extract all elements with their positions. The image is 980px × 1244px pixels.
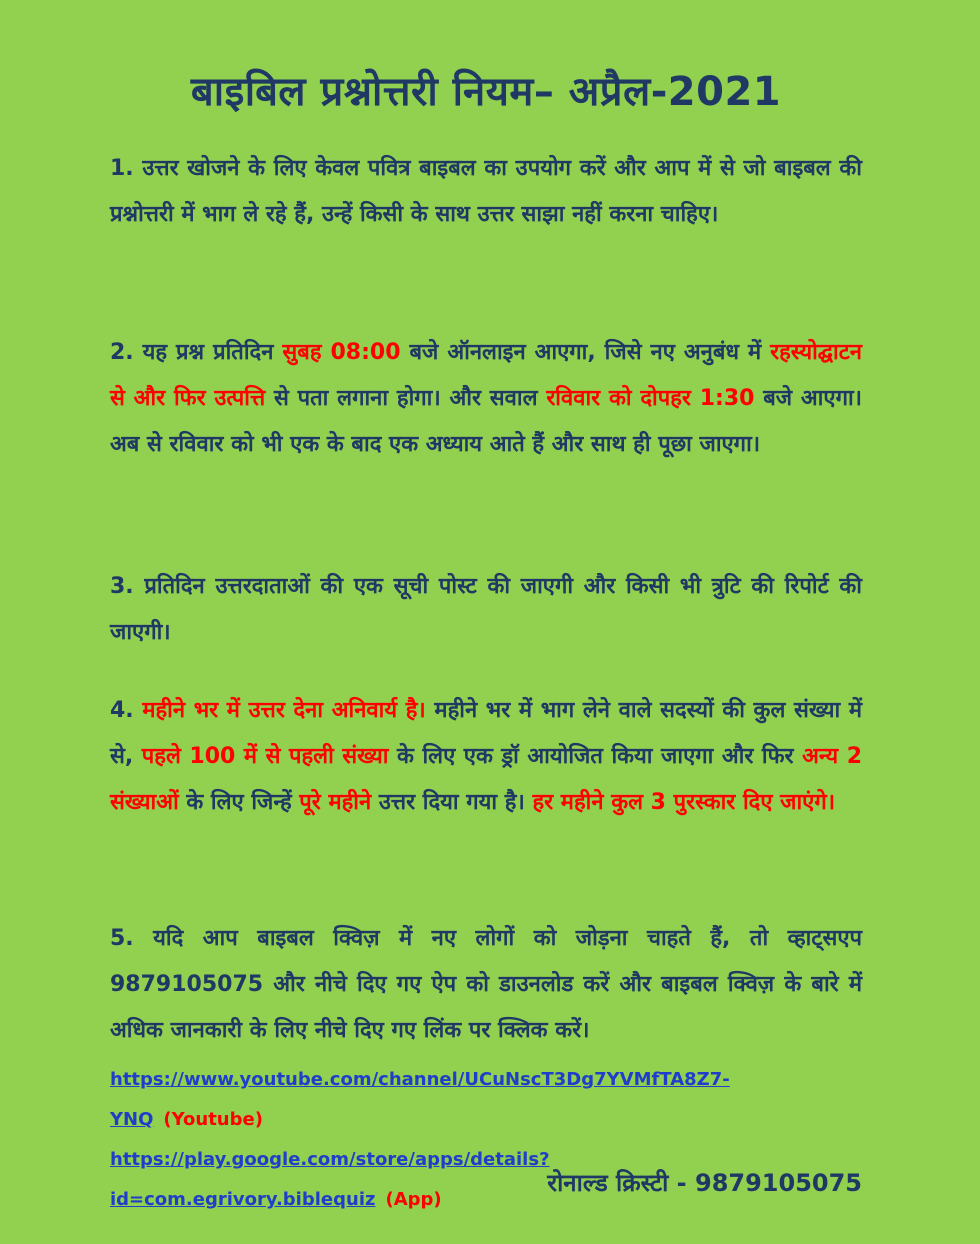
rule-4-text: उत्तर दिया गया है।: [371, 790, 533, 815]
rule-4-first-100-highlight: पहले 100 में से पहली संख्या: [141, 744, 389, 769]
rule-2-text: बजे ऑनलाइन आएगा, जिसे नए अनुबंध में: [400, 340, 771, 365]
rule-4-text: के लिए जिन्हें: [178, 790, 300, 815]
rule-1: 1. उत्तर खोजने के लिए केवल पवित्र बाइबल का उपयोग करें और आप में से जो बाइबल की प्रश्नोत्तरी में भाग ले रहे हैं, उन्हें किसी के साथ उत्तर साझा नहीं करना चाहिए।: [110, 156, 862, 227]
rule-4-prizes-highlight: हर महीने कुल 3 पुरस्कार दिए जाएंगे।: [532, 790, 836, 815]
rule-4-other-2-highlight: अन्य 2 संख्याओं: [110, 744, 862, 815]
youtube-link-row: [110, 1060, 862, 1140]
rule-2-text: से पता लगाना होगा। और सवाल: [265, 386, 547, 411]
rule-4-text: महीने भर में भाग लेने वाले सदस्यों की कुल संख्या में से,: [110, 698, 862, 769]
rule-4: [110, 688, 862, 826]
rule-4-mandatory-highlight: महीने भर में उत्तर देना अनिवार्य है।: [142, 698, 426, 723]
signature: रोनाल्ड क्रिस्टी - 9879105075: [547, 1169, 862, 1197]
app-tag: (App): [385, 1189, 442, 1210]
play-store-link[interactable]: https://play.google.com/store/apps/details?id=com.egrivory.biblequiz: [110, 1149, 550, 1210]
rule-2-text: 2. यह प्रश्न प्रतिदिन: [110, 340, 283, 365]
rule-2: [110, 330, 862, 468]
rule-2-sunday-highlight: रविवार को दोपहर 1:30: [546, 386, 755, 411]
rule-2-books-highlight: रहस्योद्घाटन से और फिर उत्पत्ति: [110, 340, 862, 411]
page-title: बाइबिल प्रश्नोत्तरी नियम– अप्रैल-2021: [190, 69, 782, 115]
rule-2-text: बजे आएगा। अब से रविवार को भी एक के बाद एक अध्याय आते हैं और साथ ही पूछा जाएगा।: [110, 386, 862, 457]
youtube-link[interactable]: https://www.youtube.com/channel/UCuNscT3Dg7YVMfTA8Z7-YNQ: [110, 1069, 730, 1130]
rule-4-text: 4.: [110, 698, 143, 723]
rule-4-text: के लिए एक ड्रॉ आयोजित किया जाएगा और फिर: [388, 744, 803, 769]
youtube-tag: (Youtube): [163, 1109, 263, 1130]
rule-4-full-month-highlight: पूरे महीने: [299, 790, 372, 815]
rule-2-time-highlight: सुबह 08:00: [282, 340, 401, 365]
rule-5: 5. यदि आप बाइबल क्विज़ में नए लोगों को जोड़ना चाहते हैं, तो व्हाट्सएप 9879105075 और नीचे दिए गए ऐप को डाउनलोड करें और बाइबल क्विज़ के बारे में अधिक जानकारी के लिए नीचे दिए गए लिंक पर क्लिक करें।: [110, 926, 862, 1043]
rule-3: 3. प्रतिदिन उत्तरदाताओं की एक सूची पोस्ट की जाएगी और किसी भी त्रुटि की रिपोर्ट की जाएगी।: [110, 574, 862, 645]
